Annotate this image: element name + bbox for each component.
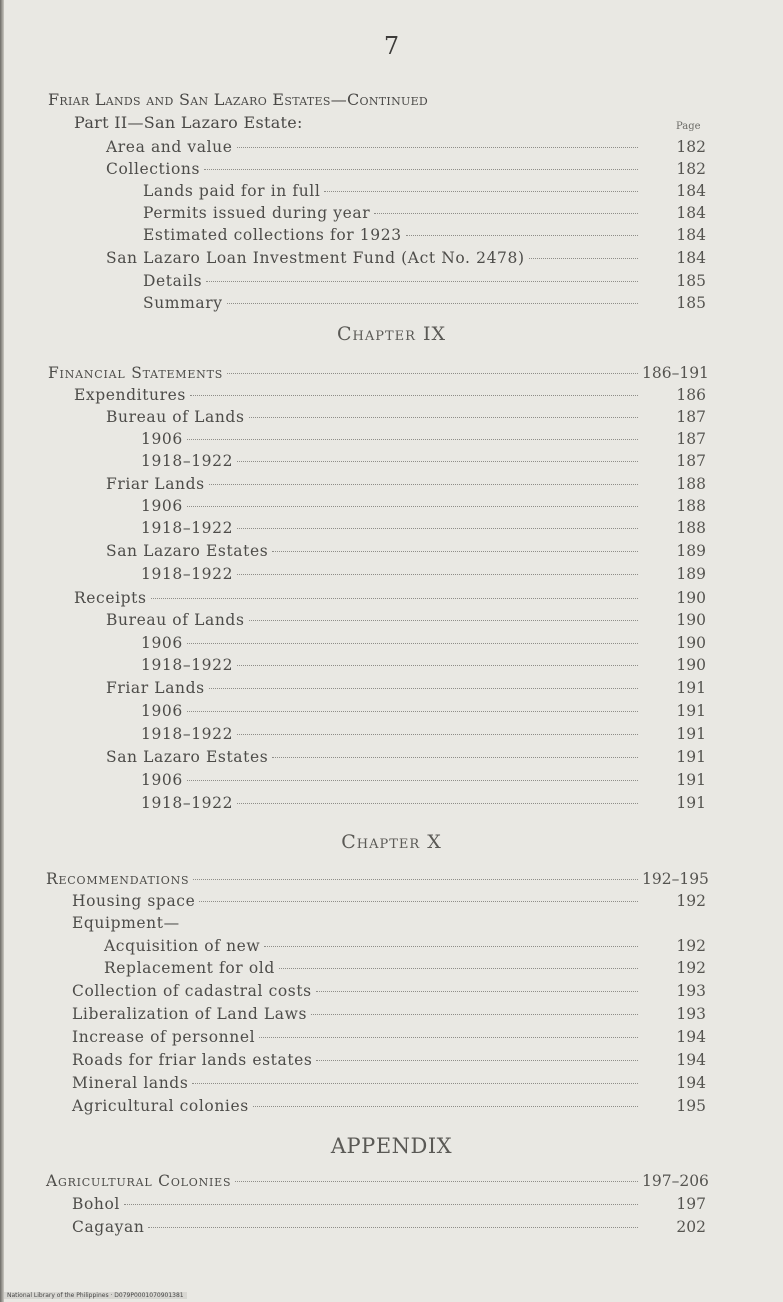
toc-entry-label: 1918–1922 (141, 794, 234, 812)
page-column-label: Page (676, 121, 701, 132)
continued-heading-text: Friar Lands and San Lazaro Estates—Continued (48, 90, 429, 109)
toc-entry-page: 191 (676, 702, 706, 720)
toc-entry[interactable] (141, 430, 706, 452)
toc-entry-page: 185 (676, 294, 706, 312)
continued-heading (48, 90, 428, 109)
toc-entry-label: Permits issued during year (143, 204, 371, 222)
toc-entry[interactable] (46, 1172, 709, 1194)
toc-entry[interactable] (106, 542, 706, 564)
toc-entry-page: 192–195 (642, 870, 709, 888)
toc-entry[interactable] (106, 679, 706, 701)
toc-entry-label: Friar Lands (106, 475, 205, 493)
toc-entry-label: Agricultural Colonies (46, 1172, 232, 1190)
toc-entry-label: 1918–1922 (141, 725, 234, 743)
dot-leader (209, 688, 638, 689)
toc-entry-page: 182 (676, 138, 706, 156)
dot-leader (206, 281, 638, 282)
toc-entry[interactable] (46, 870, 709, 892)
toc-entry-page: 184 (676, 204, 706, 222)
dot-leader (187, 506, 638, 507)
toc-entry[interactable] (141, 794, 706, 816)
dot-leader (324, 191, 638, 192)
dot-leader (192, 1083, 638, 1084)
dot-leader (237, 461, 638, 462)
toc-entry-page: 187 (676, 430, 706, 448)
toc-entry-label: Collections (106, 160, 201, 178)
part-heading: Part II—San Lazaro Estate: (74, 113, 303, 132)
toc-entry-label: Liberalization of Land Laws (72, 1005, 308, 1023)
toc-entry[interactable] (143, 294, 706, 316)
toc-entry-label: Cagayan (72, 1218, 145, 1236)
toc-entry[interactable] (106, 249, 706, 271)
toc-entry[interactable] (141, 452, 706, 474)
toc-entry[interactable] (72, 1051, 706, 1073)
toc-entry-label: San Lazaro Loan Investment Fund (Act No. 2478) (106, 249, 525, 267)
toc-entry[interactable] (141, 497, 706, 519)
dot-leader (148, 1227, 638, 1228)
toc-entry-label: Lands paid for in full (143, 182, 321, 200)
toc-entry-label: 1906 (141, 430, 183, 448)
toc-entry[interactable] (141, 565, 706, 587)
chapter-x-heading: Chapter X (341, 831, 442, 853)
page-number: 7 (383, 32, 400, 60)
toc-entry-label: Bohol (72, 1195, 120, 1213)
toc-entry-page: 185 (676, 272, 706, 290)
appendix-heading: APPENDIX (330, 1134, 453, 1158)
toc-entry-page: 194 (676, 1028, 706, 1046)
dot-leader (193, 879, 638, 880)
chapter-ix-heading: Chapter IX (336, 323, 447, 345)
toc-entry-page: 189 (676, 565, 706, 583)
toc-entry-page: 190 (676, 634, 706, 652)
dot-leader (187, 439, 638, 440)
dot-leader (264, 946, 638, 947)
toc-entry-label: 1918–1922 (141, 565, 234, 583)
dot-leader (249, 620, 639, 621)
toc-entry[interactable] (106, 748, 706, 770)
dot-leader (272, 757, 638, 758)
toc-entry-page: 202 (676, 1218, 706, 1236)
toc-entry-label: Roads for friar lands estates (72, 1051, 313, 1069)
toc-entry-label: Financial Statements (48, 364, 224, 382)
toc-entry-page: 186–191 (642, 364, 709, 382)
dot-leader (151, 598, 638, 599)
toc-entry-page: 192 (676, 892, 706, 910)
toc-entry[interactable] (141, 725, 706, 747)
toc-entry[interactable] (74, 386, 706, 408)
dot-leader (237, 528, 638, 529)
scan-page-edge (0, 0, 4, 1302)
toc-entry-page: 191 (676, 794, 706, 812)
dot-leader (237, 803, 638, 804)
toc-entry-label: Bureau of Lands (106, 611, 245, 629)
toc-entry-page: 197 (676, 1195, 706, 1213)
toc-entry-page: 190 (676, 656, 706, 674)
toc-entry-label: Replacement for old (104, 959, 275, 977)
dot-leader (187, 643, 638, 644)
dot-leader (529, 258, 638, 259)
toc-entry[interactable] (106, 160, 706, 182)
archive-footer: National Library of the Philippines · D079P0001070901381 (4, 1292, 187, 1299)
dot-leader (124, 1204, 638, 1205)
toc-entry[interactable] (141, 656, 706, 678)
toc-entry-page: 187 (676, 408, 706, 426)
toc-entry (72, 914, 706, 936)
toc-entry-page: 193 (676, 1005, 706, 1023)
dot-leader (237, 665, 638, 666)
toc-entry[interactable] (72, 892, 706, 914)
toc-entry-page: 197–206 (642, 1172, 709, 1190)
toc-entry-label: 1906 (141, 771, 183, 789)
dot-leader (199, 901, 638, 902)
dot-leader (374, 213, 638, 214)
toc-entry-label: San Lazaro Estates (106, 748, 269, 766)
dot-leader (237, 574, 638, 575)
toc-entry[interactable] (72, 1028, 706, 1050)
toc-entry-label: Receipts (74, 589, 147, 607)
toc-entry-page: 184 (676, 226, 706, 244)
dot-leader (227, 373, 638, 374)
toc-entry-page: 189 (676, 542, 706, 560)
toc-entry-page: 192 (676, 937, 706, 955)
toc-entry-page: 186 (676, 386, 706, 404)
toc-entry[interactable] (48, 364, 709, 386)
toc-entry-page: 190 (676, 611, 706, 629)
toc-entry-label: San Lazaro Estates (106, 542, 269, 560)
toc-entry[interactable] (143, 204, 706, 226)
toc-entry-page: 184 (676, 182, 706, 200)
toc-entry-label: Area and value (106, 138, 233, 156)
toc-entry-label: Collection of cadastral costs (72, 982, 312, 1000)
dot-leader (204, 169, 638, 170)
dot-leader (272, 551, 638, 552)
dot-leader (259, 1037, 638, 1038)
toc-entry-label: Expenditures (74, 386, 186, 404)
toc-entry-label: Friar Lands (106, 679, 205, 697)
toc-entry-label: 1918–1922 (141, 452, 234, 470)
toc-entry[interactable] (141, 519, 706, 541)
toc-entry[interactable] (143, 182, 706, 204)
toc-entry[interactable] (104, 937, 706, 959)
toc-entry[interactable] (72, 1005, 706, 1027)
toc-entry-label: 1918–1922 (141, 519, 234, 537)
toc-entry-label: 1918–1922 (141, 656, 234, 674)
dot-leader (249, 417, 639, 418)
toc-entry-page: 194 (676, 1051, 706, 1069)
dot-leader (279, 968, 638, 969)
toc-entry-page: 190 (676, 589, 706, 607)
toc-entry-page: 184 (676, 249, 706, 267)
toc-entry-label: Agricultural colonies (72, 1097, 249, 1115)
dot-leader (187, 711, 638, 712)
toc-entry-page: 187 (676, 452, 706, 470)
toc-entry-page: 188 (676, 497, 706, 515)
toc-entry[interactable] (72, 982, 706, 1004)
toc-entry[interactable] (72, 1195, 706, 1217)
toc-entry-page: 191 (676, 679, 706, 697)
toc-entry-label: Housing space (72, 892, 196, 910)
dot-leader (235, 1181, 638, 1182)
toc-entry-label: Estimated collections for 1923 (143, 226, 402, 244)
toc-entry[interactable] (106, 138, 706, 160)
dot-leader (316, 991, 638, 992)
toc-entry[interactable] (74, 589, 706, 611)
toc-entry-label: Mineral lands (72, 1074, 189, 1092)
dot-leader (237, 734, 638, 735)
toc-entry[interactable] (141, 634, 706, 656)
toc-entry-page: 188 (676, 475, 706, 493)
toc-entry-page: 191 (676, 725, 706, 743)
toc-entry[interactable] (72, 1097, 706, 1119)
toc-entry-page: 191 (676, 748, 706, 766)
toc-entry[interactable] (141, 771, 706, 793)
toc-entry-label: Equipment— (72, 914, 180, 932)
toc-entry-page: 188 (676, 519, 706, 537)
toc-entry-page: 191 (676, 771, 706, 789)
dot-leader (316, 1060, 638, 1061)
dot-leader (209, 484, 638, 485)
toc-entry-page: 195 (676, 1097, 706, 1115)
toc-entry[interactable] (141, 702, 706, 724)
toc-entry-label: Details (143, 272, 203, 290)
toc-entry-page: 193 (676, 982, 706, 1000)
toc-entry-page: 182 (676, 160, 706, 178)
toc-entry-label: Bureau of Lands (106, 408, 245, 426)
dot-leader (190, 395, 638, 396)
toc-entry-label: Increase of personnel (72, 1028, 256, 1046)
toc-entry-page: 194 (676, 1074, 706, 1092)
toc-entry-label: Summary (143, 294, 223, 312)
dot-leader (187, 780, 638, 781)
toc-entry[interactable] (106, 475, 706, 497)
toc-entry[interactable] (104, 959, 706, 981)
toc-entry-label: Recommendations (46, 870, 190, 888)
dot-leader (237, 147, 638, 148)
toc-entry[interactable] (106, 611, 706, 633)
toc-entry-label: 1906 (141, 497, 183, 515)
toc-entry[interactable] (106, 408, 706, 430)
toc-entry[interactable] (143, 272, 706, 294)
toc-entry-label: 1906 (141, 634, 183, 652)
toc-entry-page: 192 (676, 959, 706, 977)
toc-entry-label: Acquisition of new (104, 937, 261, 955)
dot-leader (227, 303, 638, 304)
dot-leader (311, 1014, 638, 1015)
toc-entry-label: 1906 (141, 702, 183, 720)
toc-entry[interactable] (72, 1218, 706, 1240)
dot-leader (406, 235, 638, 236)
toc-entry[interactable] (143, 226, 706, 248)
dot-leader (253, 1106, 638, 1107)
toc-entry[interactable] (72, 1074, 706, 1096)
